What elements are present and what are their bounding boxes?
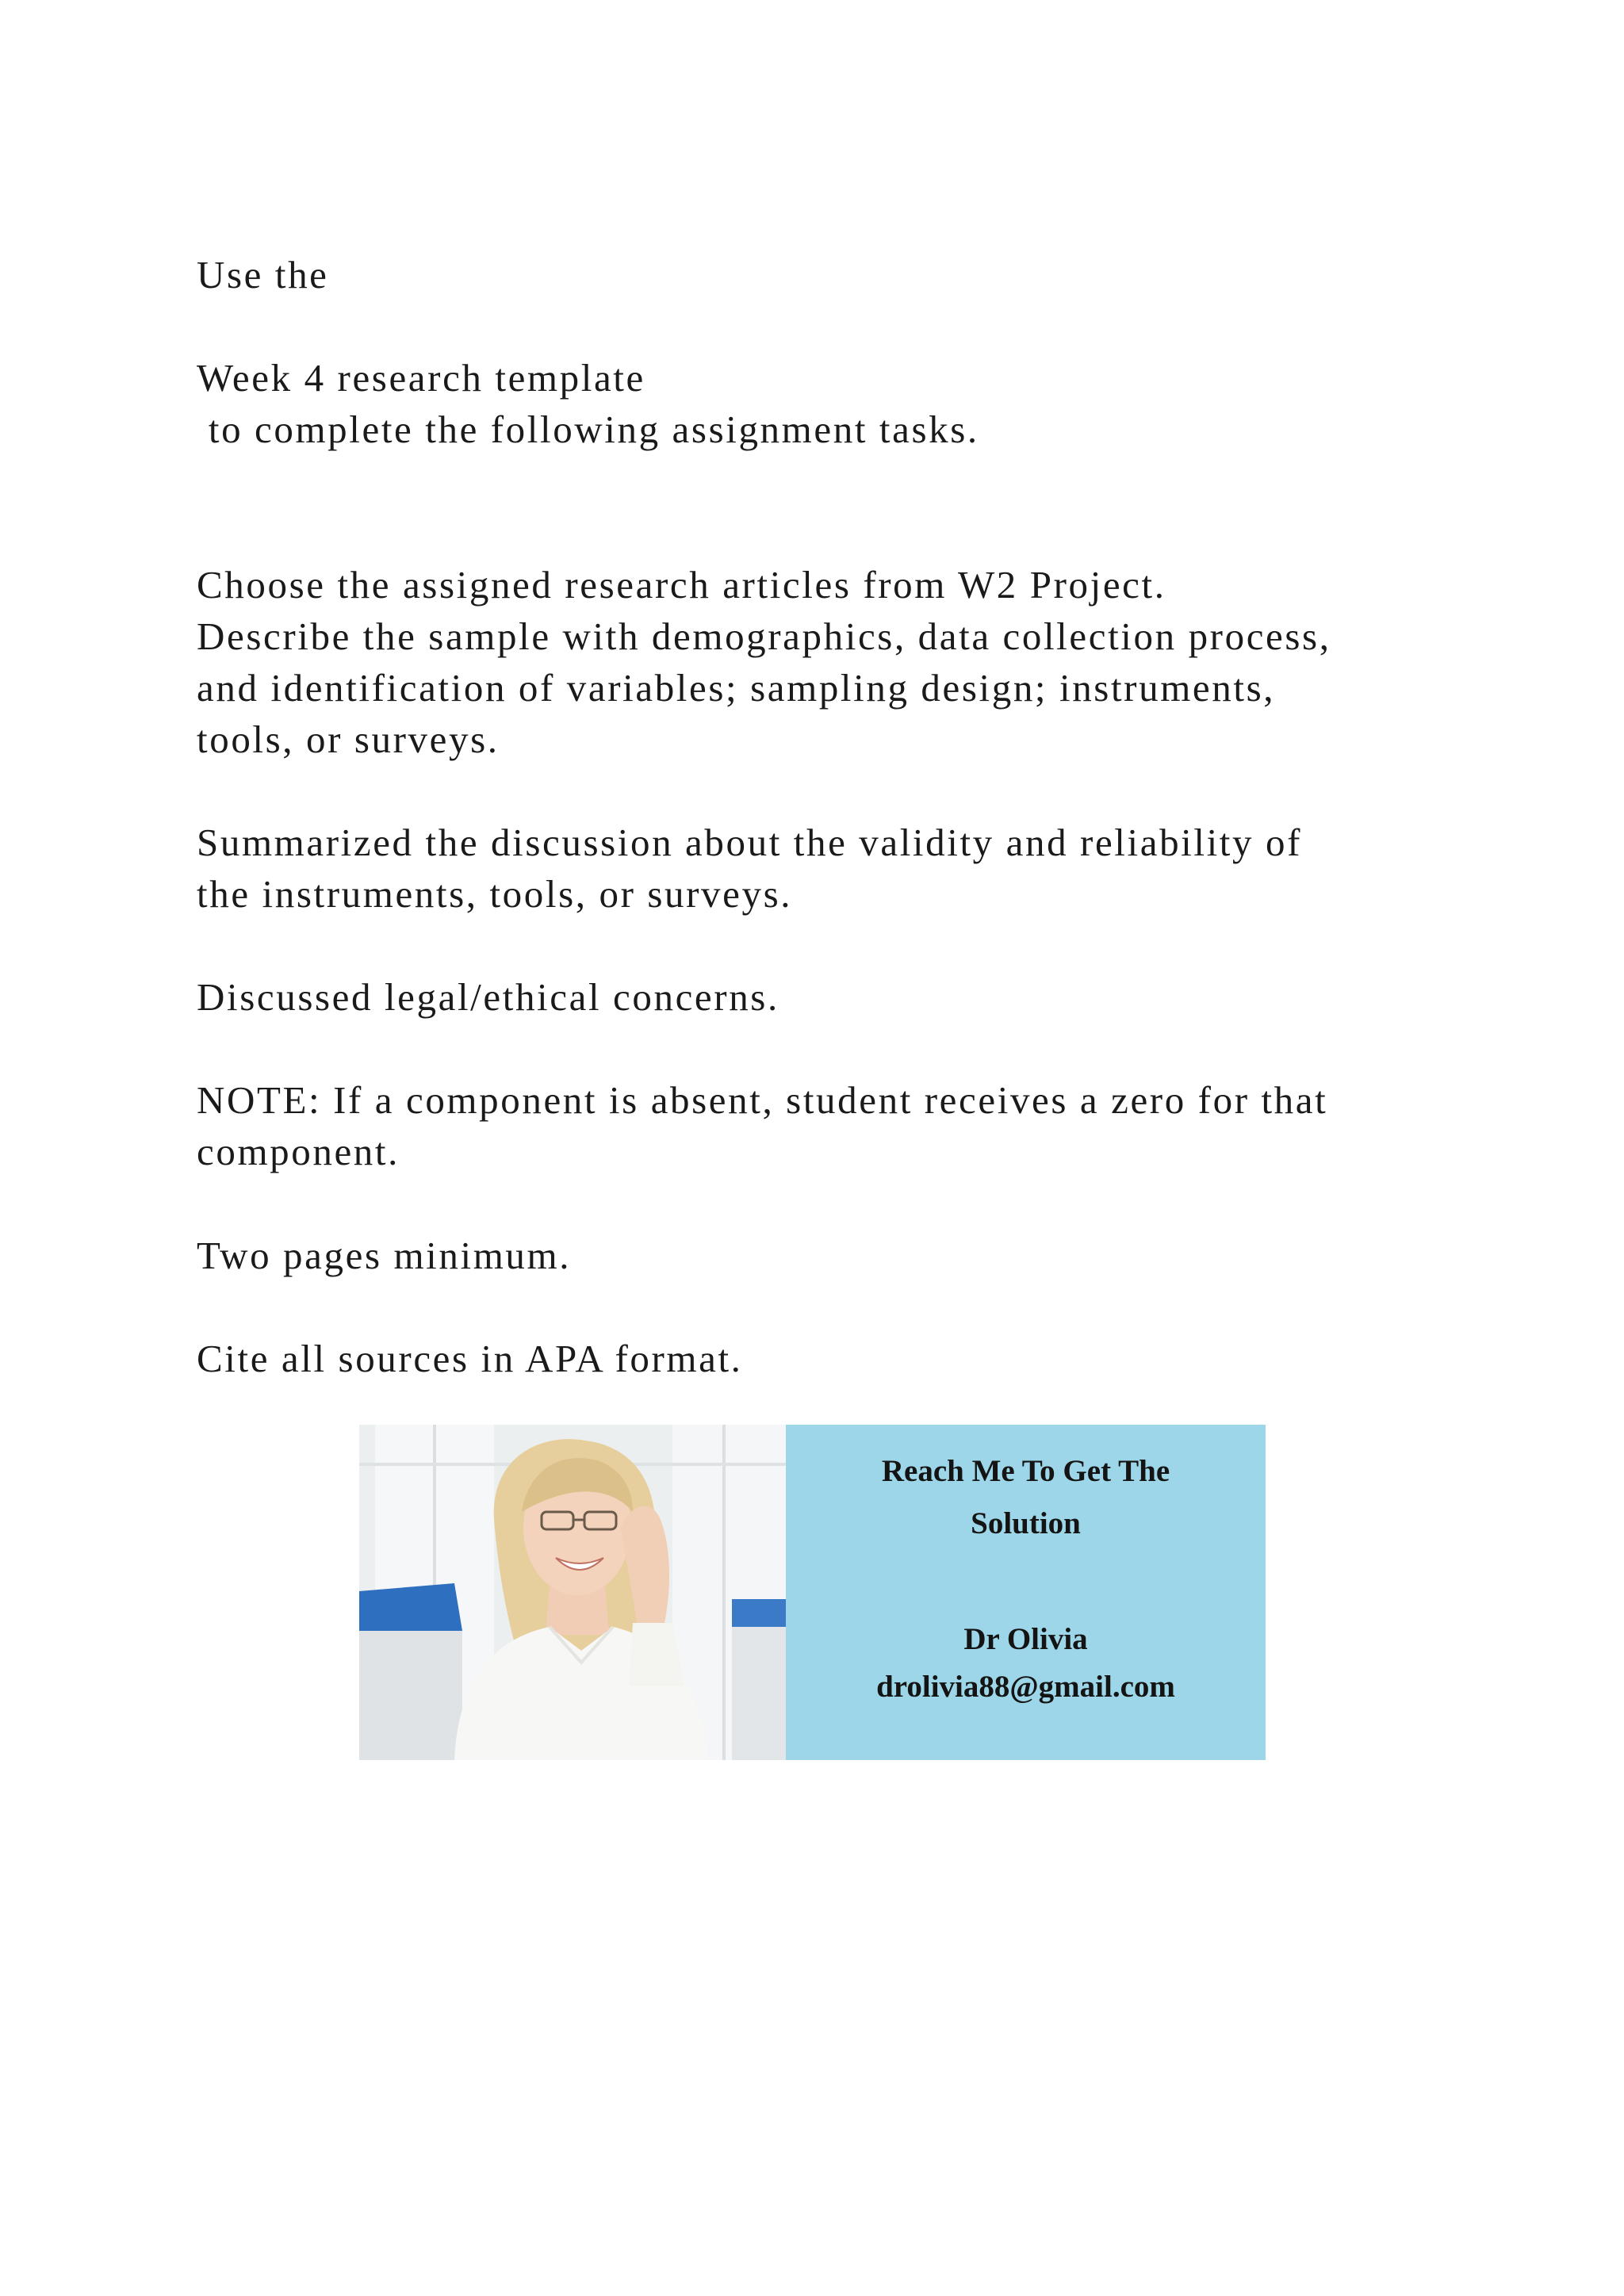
text-line: Two pages minimum.	[197, 1234, 572, 1277]
text-line: Summarized the discussion about the validity and reliability of	[197, 821, 1302, 864]
text-line: to complete the following assignment tasks.	[197, 408, 979, 451]
text-line: Describe the sample with demographics, data collection process,	[197, 614, 1331, 658]
woman-photo	[359, 1425, 786, 1760]
text-line: component.	[197, 1130, 400, 1173]
text-line: Week 4 research template	[197, 356, 645, 400]
text-line: and identification of variables; sampling design; instruments,	[197, 666, 1276, 710]
promo-heading-line2: Solution	[971, 1506, 1081, 1540]
text-line: NOTE: If a component is absent, student receives a zero for that	[197, 1078, 1328, 1122]
text-line: Choose the assigned research articles from W2 Project.	[197, 563, 1166, 607]
text-line: tools, or surveys.	[197, 718, 500, 761]
text-line: Discussed legal/ethical concerns.	[197, 975, 779, 1019]
text-line: Use the	[197, 253, 329, 297]
text-line: Cite all sources in APA format.	[197, 1337, 743, 1380]
promo-heading-line1: Reach Me To Get The	[881, 1454, 1170, 1488]
contact-email: drolivia88@gmail.com	[876, 1670, 1175, 1704]
promo-banner	[359, 1425, 1266, 1760]
contact-panel	[786, 1425, 1266, 1760]
contact-name: Dr Olivia	[963, 1622, 1088, 1656]
photo-illustration	[359, 1425, 786, 1760]
text-line: the instruments, tools, or surveys.	[197, 872, 793, 916]
